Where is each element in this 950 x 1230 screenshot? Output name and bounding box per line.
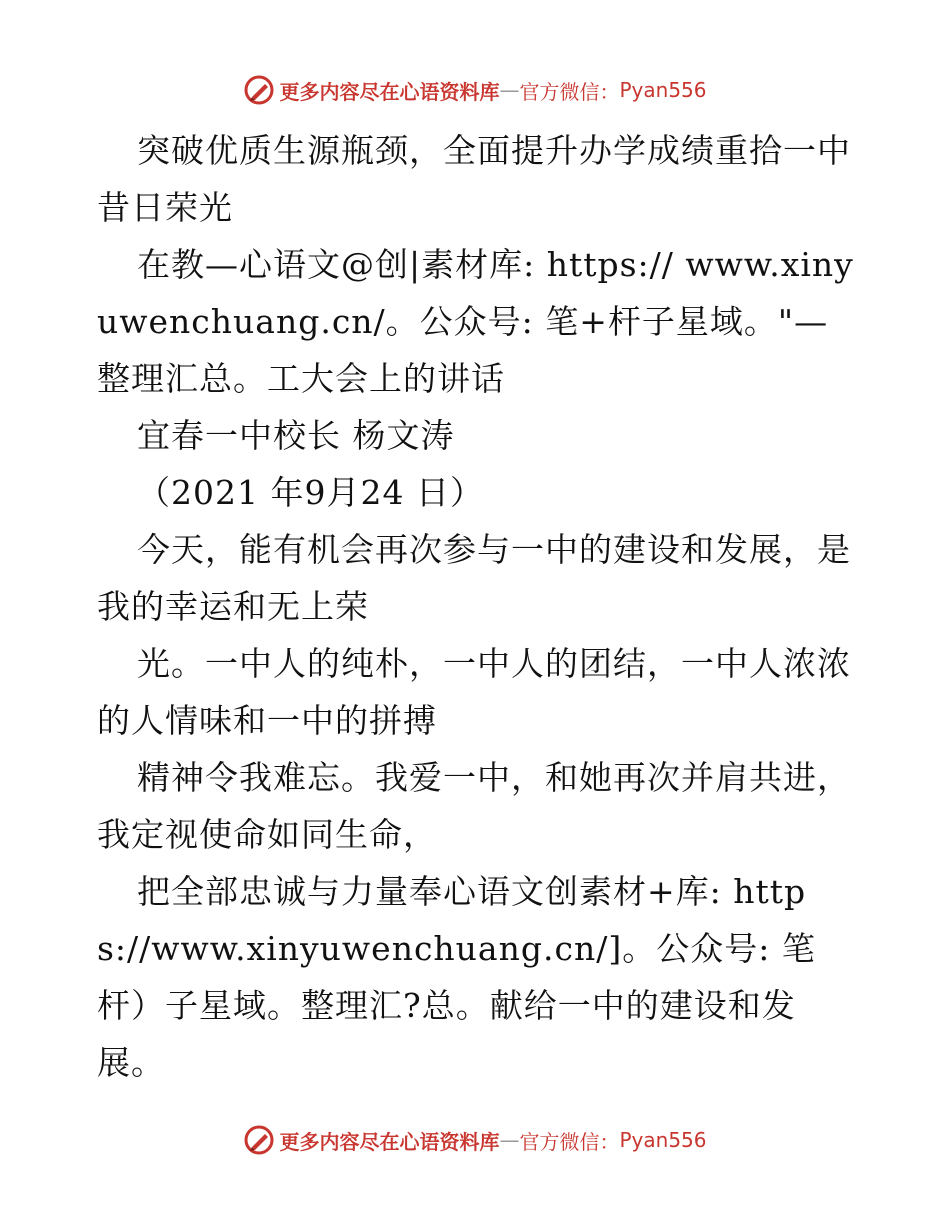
watermark-contact-label: 官方微信： xyxy=(519,1129,620,1154)
paragraph-body-1: 今天，能有机会再次参与一中的建设和发展，是我的幸运和无上荣 xyxy=(97,530,851,626)
watermark-contact-label: 官方微信： xyxy=(519,79,620,104)
paragraph-body-3: 精神令我难忘。我爱一中，和她再次并肩共进，我定视使命如同生命， xyxy=(97,758,851,854)
footer-watermark xyxy=(0,1120,950,1160)
watermark-main-text: 更多内容尽在心语资料库 xyxy=(279,1129,500,1154)
watermark-contact-id: Pyan556 xyxy=(619,78,707,102)
watermark-main-text: 更多内容尽在心语资料库 xyxy=(279,79,500,104)
paragraph-body-4: 把全部忠诚与力量奉心语文创素材+库: https://www.xinyuwenchuang.cn/]。公众号: 笔杆）子星域。整理汇?总。献给一中的建设和发展。 xyxy=(97,872,816,1082)
pen-circle-logo-icon xyxy=(243,1124,275,1156)
paragraph-date: （2021 年9月24 日） xyxy=(137,473,484,512)
paragraph-author: 宜春一中校长 杨文涛 xyxy=(137,416,455,455)
header-watermark xyxy=(0,70,950,110)
paragraph-body-2: 光。一中人的纯朴，一中人的团结，一中人浓浓的人情味和一中的拼搏 xyxy=(97,644,851,740)
document-body xyxy=(97,122,857,1091)
watermark-separator: — xyxy=(499,1128,520,1152)
pen-circle-logo-icon xyxy=(243,74,275,106)
paragraph-source-note: 在教—心语文@创|素材库: https:// www.xinyuwenchuang.cn/。公众号: 笔+杆子星域。"—整理汇总。工大会上的讲话 xyxy=(97,245,854,398)
document-title-paragraph: 突破优质生源瓶颈，全面提升办学成绩重拾一中昔日荣光 xyxy=(97,131,851,227)
watermark-contact-id: Pyan556 xyxy=(619,1128,707,1152)
watermark-separator: — xyxy=(499,78,520,102)
